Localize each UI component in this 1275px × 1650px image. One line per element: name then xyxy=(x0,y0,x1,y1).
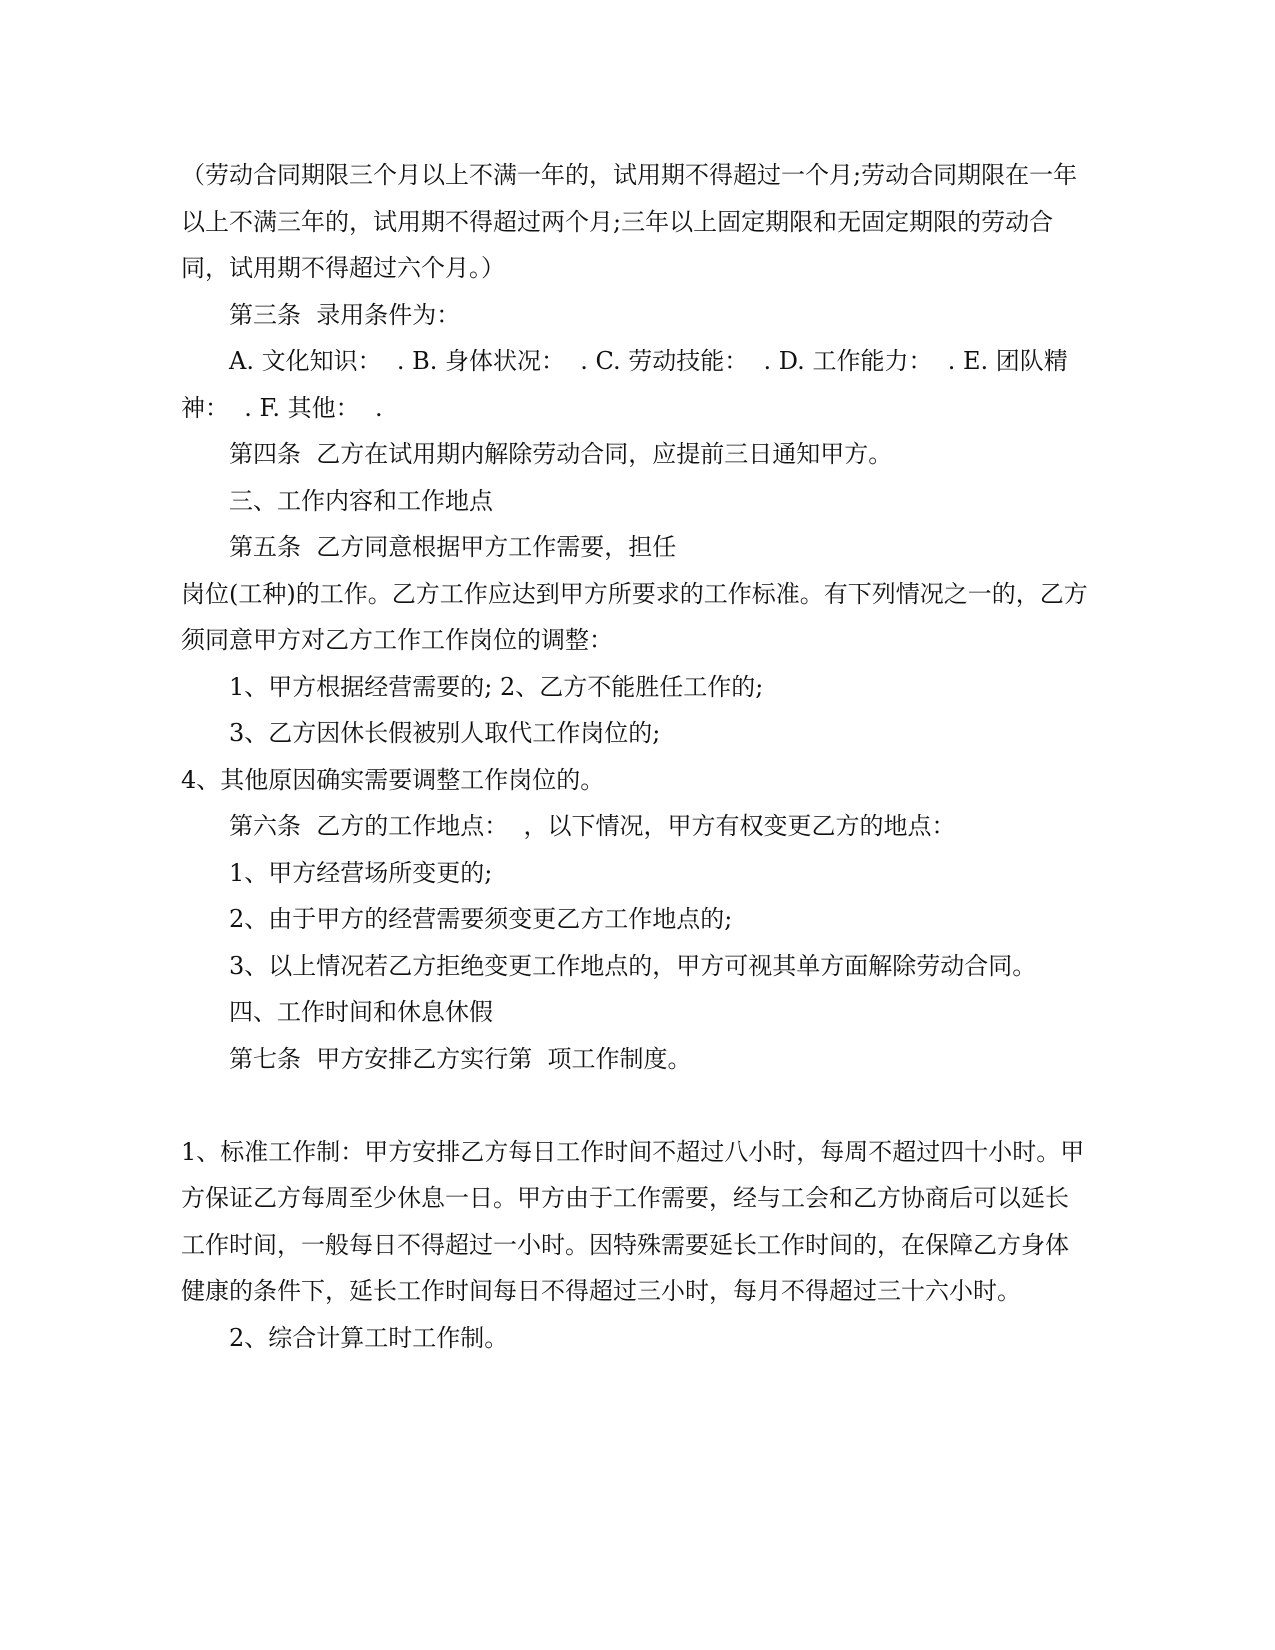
article-7: 第七条 甲方安排乙方实行第 项工作制度。 xyxy=(229,1044,692,1073)
article-5: 第五条 乙方同意根据甲方工作需要，担任 xyxy=(229,533,677,561)
location-item-3: 3、以上情况若乙方拒绝变更工作地点的，甲方可视其单方面解除劳动合同。 xyxy=(229,951,1037,980)
list-item-1-2: 1、甲方根据经营需要的; 2、乙方不能胜任工作的; xyxy=(229,672,764,701)
article-4: 第四条 乙方在试用期内解除劳动合同，应提前三日通知甲方。 xyxy=(229,440,893,468)
paragraph-probation-note: （劳动合同期限三个月以上不满一年的，试用期不得超过一个月;劳动合同期限在一年以上不满三年的，试用期不得超过两个月;三年以上固定期限和无固定期限的劳动合同，试用期不得超过六个月。） xyxy=(181,161,1078,282)
standard-working-hours: 1、标准工作制：甲方安排乙方每日工作时间不超过八小时，每周不超过四十小时。甲方保证乙方每周至少休息一日。甲方由于工作需要，经与工会和乙方协商后可以延长工作时间，一般每日不得超过一小时。因特殊需要延长工作时间的，在保障乙方身体健康的条件下，延长工作时间每日不得超过三小时，每月不得超过三十六小时。 xyxy=(181,1137,1085,1305)
section-4-heading: 四、工作时间和休息休假 xyxy=(229,998,493,1026)
list-item-4: 4、其他原因确实需要调整工作岗位的。 xyxy=(181,765,605,794)
list-item-3: 3、乙方因休长假被别人取代工作岗位的; xyxy=(229,719,661,747)
article-5-continuation: 岗位(工种)的工作。乙方工作应达到甲方所要求的工作标准。有下列情况之一的，乙方须同意甲方对乙方工作工作岗位的调整： xyxy=(181,579,1088,654)
hiring-conditions-list: A. 文化知识： . B. 身体状况： . C. 劳动技能： . D. 工作能力： . E. 团队精神： . F. 其他： . xyxy=(181,347,1068,422)
article-6: 第六条 乙方的工作地点： ，以下情况，甲方有权变更乙方的地点： xyxy=(229,812,956,840)
location-item-2: 2、由于甲方的经营需要须变更乙方工作地点的; xyxy=(229,905,733,933)
article-3-heading: 第三条 录用条件为： xyxy=(229,300,461,329)
document-body xyxy=(181,152,1091,1361)
comprehensive-working-hours: 2、综合计算工时工作制。 xyxy=(229,1323,509,1352)
location-item-1: 1、甲方经营场所变更的; xyxy=(229,858,493,887)
section-3-heading: 三、工作内容和工作地点 xyxy=(229,486,493,515)
